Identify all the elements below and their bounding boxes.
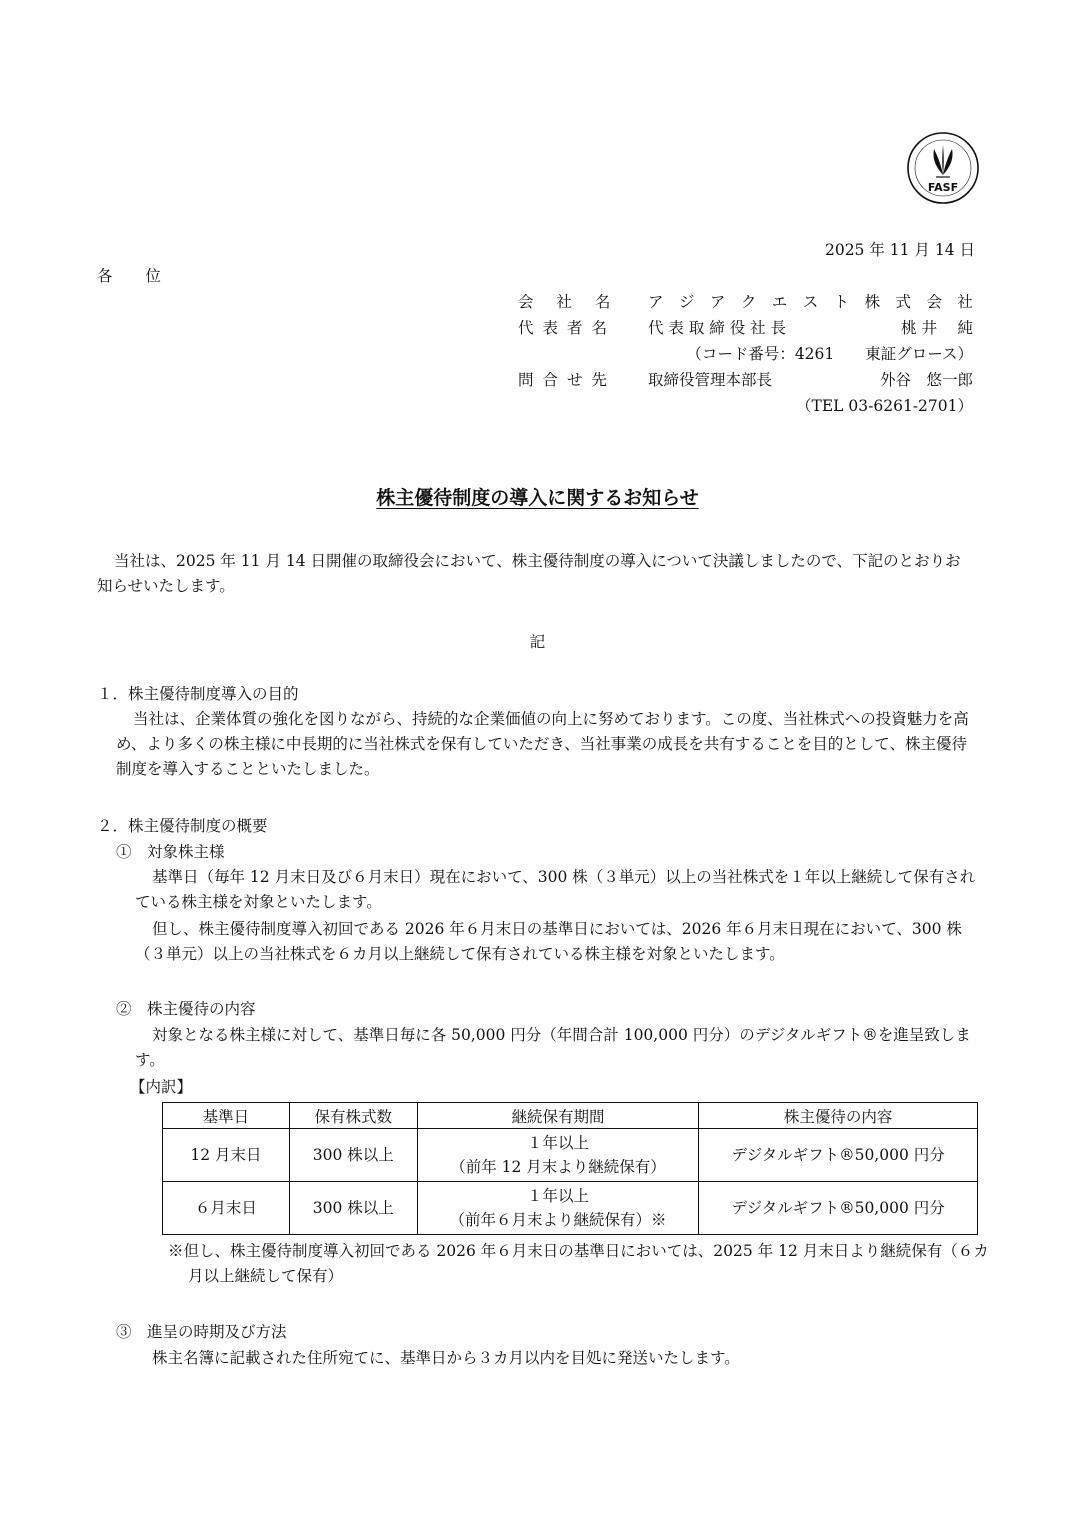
header-record-date: 基準日 — [163, 1103, 290, 1129]
ki-marker: 記 — [529, 633, 546, 651]
section-2-heading: ２．株主優待制度の概要 — [97, 817, 268, 835]
header-benefit: 株主優待の内容 — [699, 1103, 978, 1129]
subsection-3-heading: ③ 進呈の時期及び方法 — [116, 1323, 287, 1341]
company-label: 会 社 名 — [518, 293, 620, 311]
company-name-char: 社 — [957, 293, 973, 311]
company-name-char: ス — [802, 293, 819, 311]
representative-title: 代 表 取 締 役 社 長 — [648, 319, 787, 337]
fasf-logo — [906, 131, 980, 205]
breakdown-table — [162, 1102, 978, 1235]
record-date: 12 月末日 — [163, 1129, 290, 1182]
representative-row — [518, 315, 973, 341]
company-name-char: ク — [740, 293, 757, 311]
holding-period-detail: （前年６月末より継続保有）※ — [449, 1211, 667, 1229]
share-count: 300 株以上 — [289, 1129, 417, 1182]
table-row — [163, 1182, 978, 1235]
holding-period — [417, 1129, 699, 1182]
contact-tel: （TEL 03-6261-2701） — [796, 397, 973, 415]
holding-period-main: １年以上 — [526, 1134, 589, 1152]
table-header-row — [163, 1103, 978, 1129]
tel-row — [518, 393, 973, 419]
header-shares: 保有株式数 — [289, 1103, 417, 1129]
company-name-char: ジ — [678, 293, 695, 311]
holding-period-detail: （前年 12 月末より継続保有） — [450, 1158, 666, 1176]
company-name — [648, 289, 973, 315]
section-1-body: 当社は、企業体質の強化を図りながら、持続的な企業価値の向上に努めております。この度、当社株式への投資魅力を高め、より多くの株主様に中長期的に当社株式を保有していただき、当社事業の成長を共有することを目的として、株主優待制度を導入することといたしました。 — [116, 710, 969, 778]
company-name-char: 会 — [926, 293, 942, 311]
share-count: 300 株以上 — [289, 1182, 417, 1235]
representative-name: 桃 井 純 — [901, 319, 973, 337]
contact-row — [518, 367, 973, 393]
company-name-char: 式 — [895, 293, 912, 311]
table-row — [163, 1129, 978, 1182]
intro-paragraph: 当社は、2025 年 11 月 14 日開催の取締役会において、株主優待制度の導入について決議しましたので、下記のとおりお知らせいたします。 — [97, 552, 961, 595]
contact-title: 取締役管理本部長 — [648, 371, 773, 389]
company-name-char: ト — [833, 293, 850, 311]
header-holding-period: 継続保有期間 — [417, 1103, 699, 1129]
stock-code: （コード番号：4261 東証グロース） — [686, 345, 973, 363]
breakdown-label: 【内訳】 — [130, 1078, 193, 1096]
company-name-char: エ — [771, 293, 788, 311]
subsection-2-body: 対象となる株主様に対して、基準日毎に各 50,000 円分（年間合計 100,000 円分）のデジタルギフト®を進呈致します。 — [135, 1026, 971, 1069]
document-date: 2025 年 11 月 14 日 — [824, 241, 975, 259]
section-1-heading: １．株主優待制度導入の目的 — [97, 685, 299, 703]
company-name-char: 株 — [864, 293, 881, 311]
subsection-3-body: 株主名簿に記載された住所宛てに、基準日から３カ月以内を目処に発送いたします。 — [152, 1349, 740, 1367]
addressee: 各 位 — [97, 267, 175, 285]
subsection-1-body-1: 基準日（毎年 12 月末日及び６月末日）現在において、300 株（３単元）以上の当社株式を１年以上継続して保有されている株主様を対象といたします。 — [135, 868, 976, 911]
company-info-block — [518, 289, 973, 419]
company-name-char: ア — [709, 293, 726, 311]
code-row — [518, 341, 973, 367]
company-name-char: ア — [648, 293, 664, 311]
record-date: ６月末日 — [163, 1182, 290, 1235]
contact-name: 外谷 悠一郎 — [879, 371, 973, 389]
subsection-1-heading: ① 対象株主様 — [116, 843, 225, 861]
benefit: デジタルギフト®50,000 円分 — [699, 1182, 978, 1235]
holding-period-main: １年以上 — [526, 1187, 589, 1205]
holding-period — [417, 1182, 699, 1235]
table-footnote: ※但し、株主優待制度導入初回である 2026 年６月末日の基準日においては、2025 年 12 月末日より継続保有（６カ月以上継続して保有） — [168, 1242, 989, 1285]
company-row — [518, 289, 973, 315]
representative-label: 代表者名 — [518, 319, 617, 337]
contact-label: 問合せ先 — [518, 371, 617, 389]
fasf-logo-text: FASF — [927, 181, 959, 194]
subsection-2-heading: ② 株主優待の内容 — [116, 1000, 256, 1018]
subsection-1-body-2: 但し、株主優待制度導入初回である 2026 年６月末日の基準日においては、2026 年６月末日現在において、300 株（３単元）以上の当社株式を６カ月以上継続して保有されている株主様を対象といたします。 — [135, 920, 962, 963]
document-title: 株主優待制度の導入に関するお知らせ — [376, 487, 699, 509]
benefit: デジタルギフト®50,000 円分 — [699, 1129, 978, 1182]
